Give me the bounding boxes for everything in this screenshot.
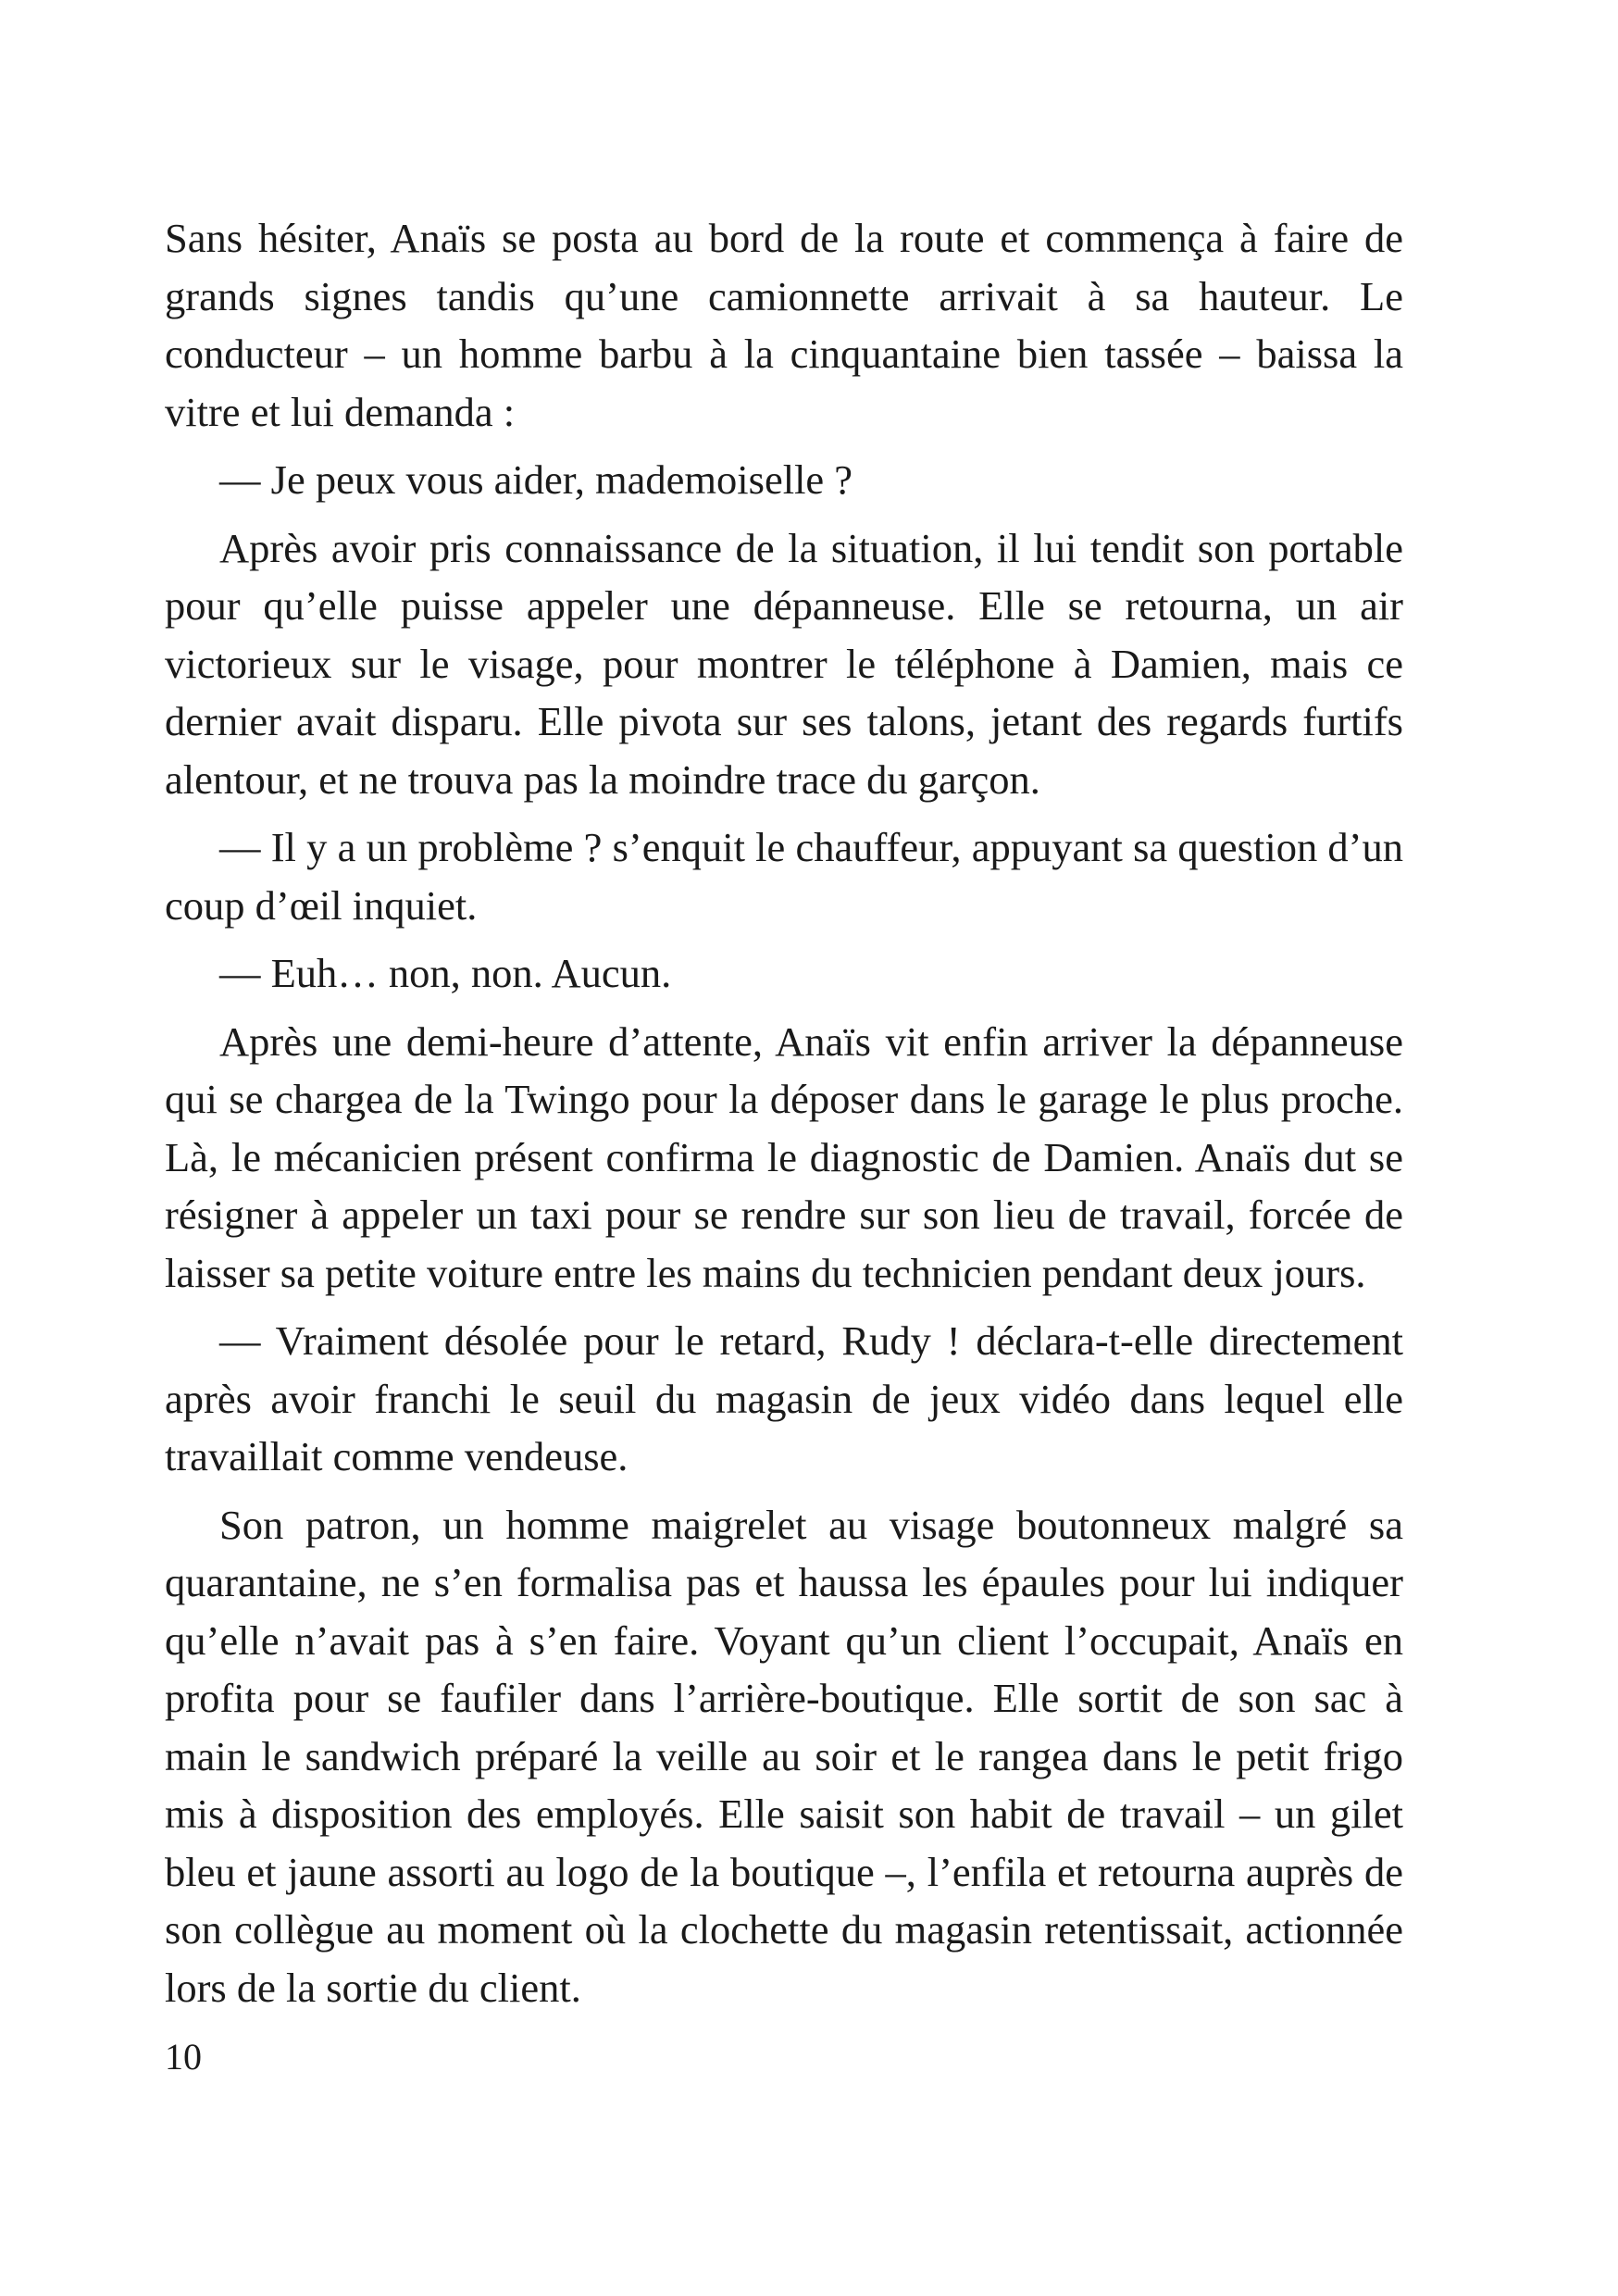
paragraph-narration-3: Après une demi-heure d’attente, Anaïs vit enfin arriver la dépanneuse qui se chargea de la Twingo pour la déposer dans le garage le plus proche. Là, le mécanicien présent confirma le diagnostic de Damien. Anaïs dut se résigner à appeler un taxi pour se rendre sur son lieu de travail, forcée de laisser sa petite voiture entre les mains du technicien pendant deux jours. (165, 1017, 1403, 1296)
paragraph-narration-4: Son patron, un homme maigrelet au visage boutonneux malgré sa quarantaine, ne s’en formalisa pas et haussa les épaules pour lui indiquer qu’elle n’avait pas à s’en faire. Voyant qu’un client l’occupait, Anaïs en profita pour se faufiler dans l’arrière-boutique. Elle sortit de son sac à main le sandwich préparé la veille au soir et le rangea dans le petit frigo mis à disposition des employés. Elle saisit son habit de travail – un gilet bleu et jaune assorti au logo de la boutique –, l’enfila et retourna auprès de son collègue au moment où la clochette du magasin retentissait, actionnée lors de la sortie du client. (165, 1501, 1403, 2011)
paragraph-narration-2: Après avoir pris connaissance de la situation, il lui tendit son portable pour qu’elle puisse appeler une dépanneuse. Elle se retourna, un air victorieux sur le visage, pour montrer le téléphone à Damien, mais ce dernier avait disparu. Elle pivota sur ses talons, jetant des regards furtifs alentour, et ne trouva pas la moindre trace du garçon. (165, 524, 1403, 803)
paragraph-dialogue-2: — Il y a un problème ? s’enquit le chauffeur, appuyant sa question d’un coup d’œil inquiet. (165, 824, 1403, 929)
paragraph-dialogue-1: — Je peux vous aider, mademoiselle ? (219, 456, 853, 503)
paragraph-dialogue-3: — Euh… non, non. Aucun. (219, 950, 672, 996)
page-number: 10 (165, 2036, 202, 2078)
paragraph-narration-1: Sans hésiter, Anaïs se posta au bord de la route et commença à faire de grands signes tandis qu’une camionnette arrivait à sa hauteur. Le conducteur – un homme barbu à la cinquantaine bien tassée – baissa la vitre et lui demanda : (165, 215, 1403, 435)
paragraph-dialogue-4: — Vraiment désolée pour le retard, Rudy ! déclara-t-elle directement après avoir franchi le seuil du magasin de jeux vidéo dans lequel elle travaillait comme vendeuse. (165, 1317, 1403, 1479)
body-text (165, 209, 1403, 2016)
